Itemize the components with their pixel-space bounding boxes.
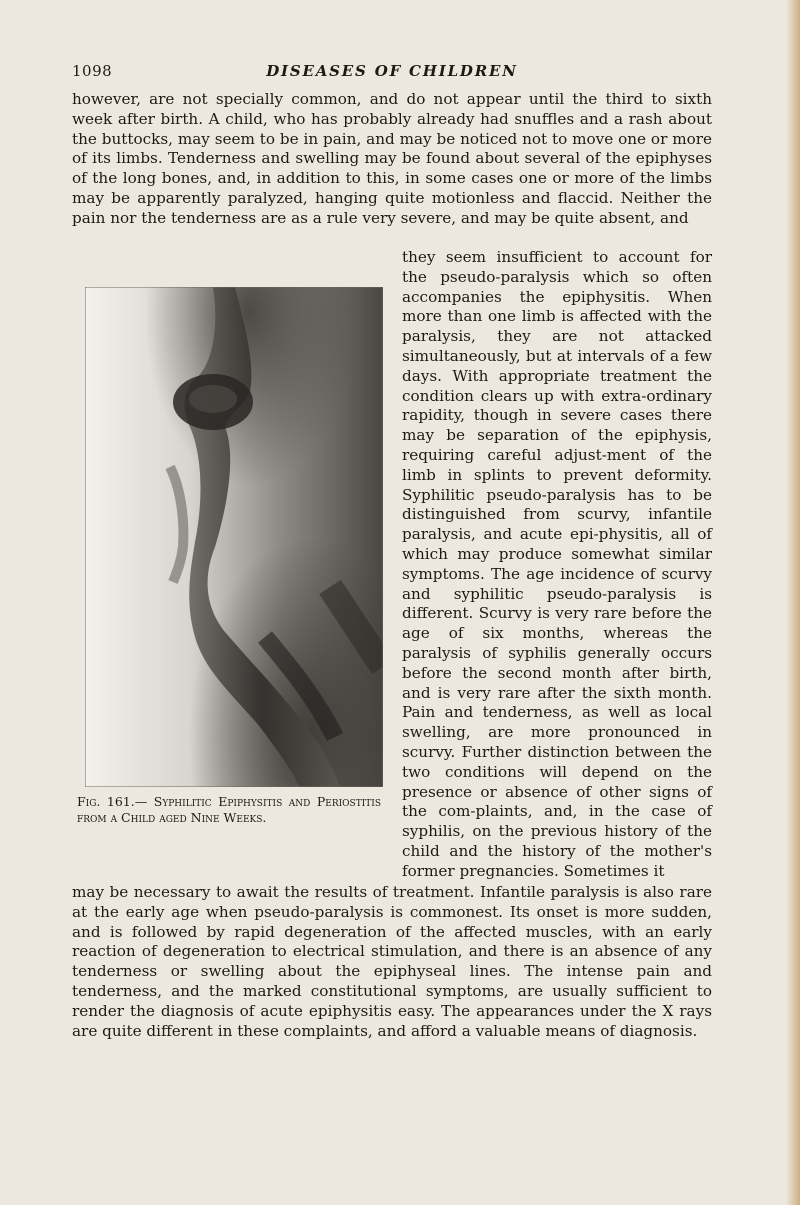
body-paragraph-side: they seem insufficient to account for the pseudo-paralysis which so often accompanies the epiphysitis. When more than one limb is affected with the paralysis, they are not attacked simultaneously, but at intervals of a few days. With appropriate treatment the condition clears up with extra-ordinary rapidity, though in severe cases there may be separation of the epiphysis, requiring careful adjust-ment of the limb in splints to prevent deformity. Syphilitic pseudo-paralysis has to be distinguished from scurvy, infantile paralysis, and acute epi-physitis, all of which may produce somewhat similar symptoms. The age incidence of scurvy and syphilitic pseudo-paralysis is different. Scurvy is very rare before the age of six months, whereas the paralysis of syphilis generally occurs before the second month after birth, and is very rare after the sixth month. Pain and tenderness, as well as local swelling, are more pronounced in scurvy. Further distinction between the two conditions will depend on the presence or absence of other signs of the com-plaints, and, in the case of syphilis, on the previous history of the child and the history of the mother's former pregnancies. Sometimes it (402, 248, 712, 880)
figure-caption: Fig. 161.— Syphilitic Epiphysitis and Periostitis from a Child aged Nine Weeks. (77, 794, 381, 825)
page-number: 1098 (72, 62, 113, 80)
running-title: DISEASES OF CHILDREN (266, 62, 518, 80)
figure-161 (72, 287, 392, 869)
body-paragraph-top: however, are not specially common, and do not appear until the third to sixth week after birth. A child, who has probably already had snuffles and a rash about the buttocks, may seem to be in pain, and may be noticed not to move one or more of its limbs. Tenderness and swelling may be found about several of the epiphyses of the long bones, and, in addition to this, in some cases one or more of the limbs may be apparently paralyzed, hanging quite motionless and flaccid. Neither the pain nor the tenderness are as a rule very severe, and may be quite absent, and (72, 90, 712, 227)
page-edge-shadow (786, 0, 800, 1205)
xray-image (85, 287, 383, 787)
body-paragraph-bottom: may be necessary to await the results of treatment. Infantile paralysis is also rare at the early age when pseudo-paralysis is commonest. Its onset is more sudden, and is followed by rapid degeneration of the affected muscles, with an early reaction of degeneration to electrical stimulation, and there is an absence of any tenderness or swelling about the epiphyseal lines. The intense pain and tenderness, and the marked constitutional symptoms, are usually sufficient to render the diagnosis of acute epiphysitis easy. The appearances under the X rays are quite different in these complaints, and afford a valuable means of diagnosis. (72, 883, 712, 1040)
page-header (72, 62, 712, 82)
